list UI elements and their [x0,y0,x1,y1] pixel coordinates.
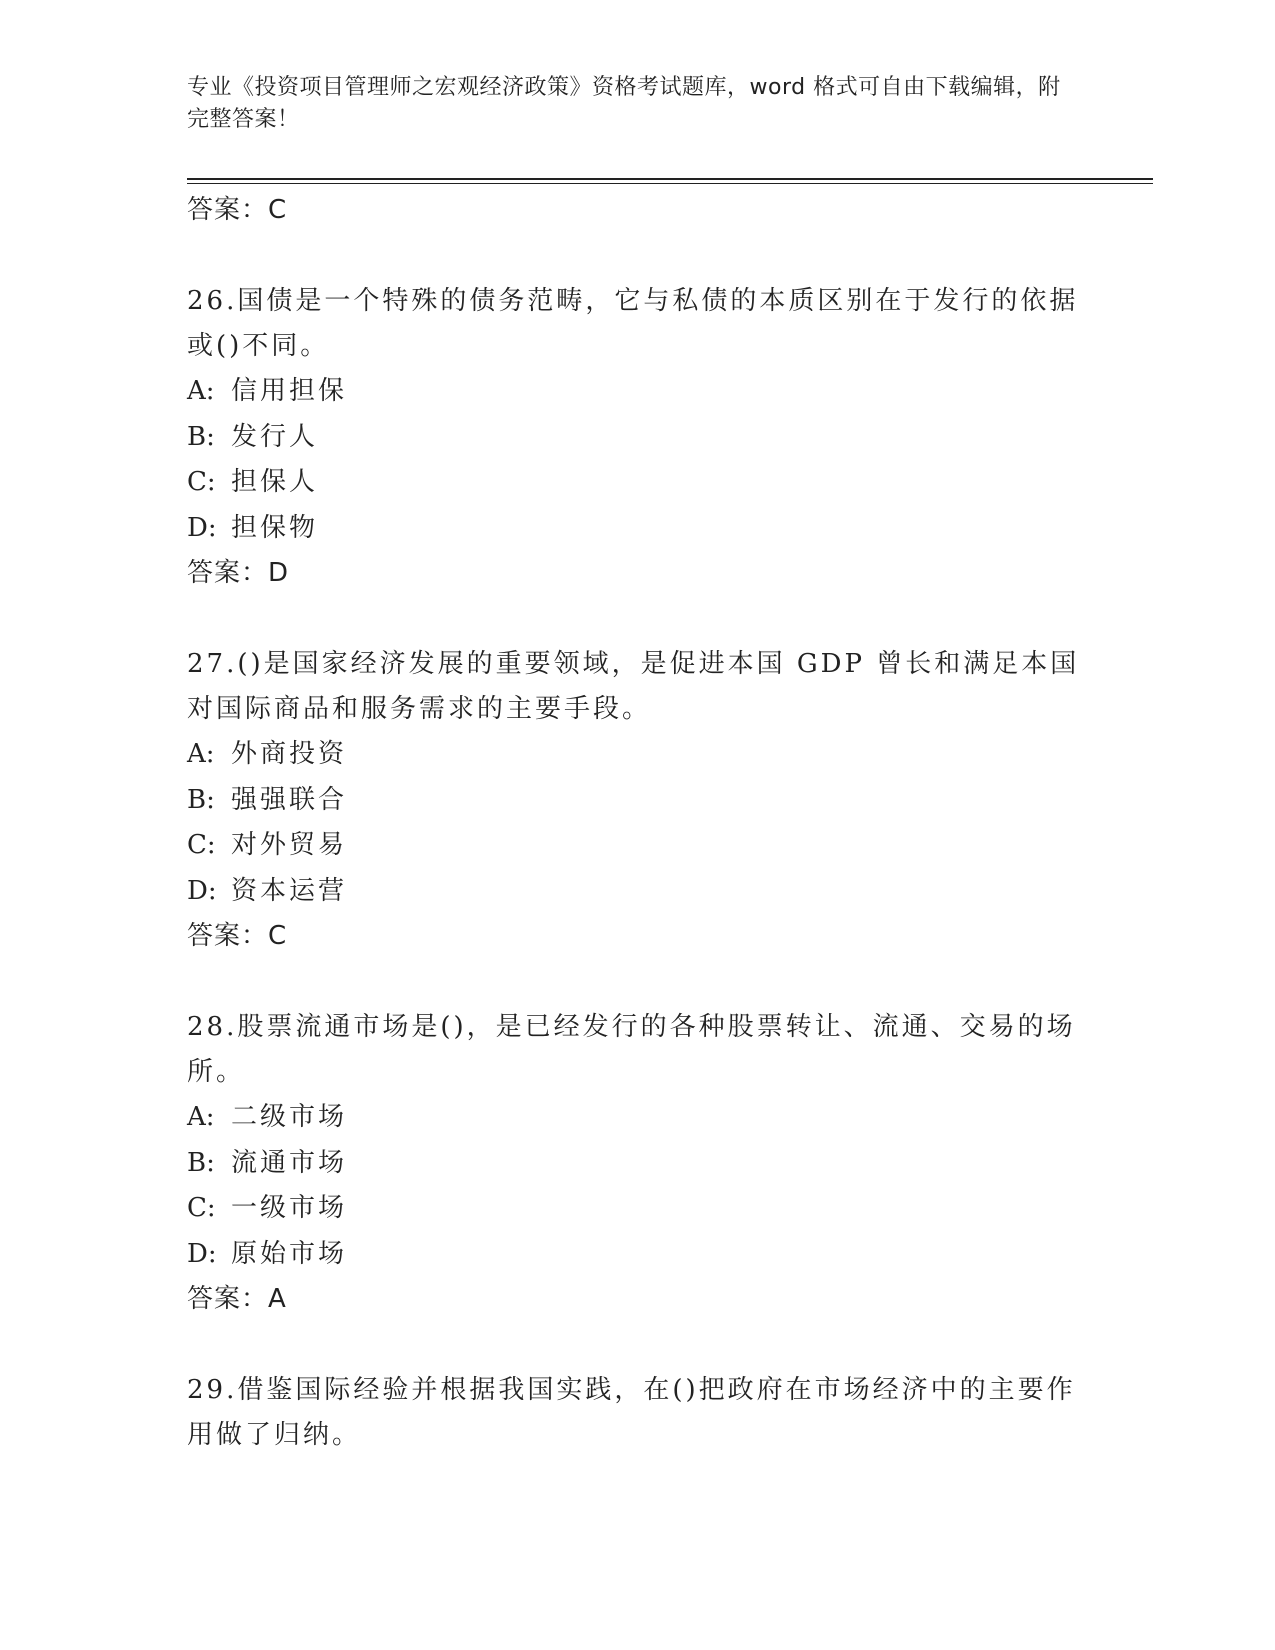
option-text: 发行人 [231,421,319,452]
question-stem: 26.国债是一个特殊的债务范畴，它与私债的本质区别在于发行的依据或()不同。 [187,286,1079,361]
option-key: B: [187,421,215,452]
option-text: 对外贸易 [231,830,348,860]
question-stem: 29.借鉴国际经验并根据我国实践，在()把政府在市场经济中的主要作用做了归纳。 [187,1375,1076,1450]
option-text: 流通市场 [231,1147,348,1178]
option-text: 担保人 [231,467,319,497]
question-block [187,1005,1087,1322]
answer-line: 答案：D [187,558,290,588]
option-text: 外商投资 [231,739,348,769]
option-key: D: [187,875,217,906]
answer-line: 答案：A [187,1284,287,1314]
option-text: 信用担保 [231,376,348,406]
option-key: A: [187,739,215,769]
answer-line: 答案：C [187,921,288,951]
page-header: 专业《投资项目管理师之宏观经济政策》资格考试题库，word 格式可自由下载编辑，附完整答案！ [187,75,1061,132]
option-b [187,778,1087,824]
option-key: C: [187,1193,216,1223]
option-b [187,415,1087,461]
option-key: B: [187,1147,215,1178]
option-key: D: [187,1238,217,1269]
option-a [187,1095,1087,1141]
option-a [187,732,1087,778]
option-key: C: [187,830,216,860]
question-block [187,1368,1087,1458]
option-c [187,823,1087,869]
question-list [187,188,1087,1458]
option-d [187,1232,1087,1278]
option-key: A: [187,376,215,406]
option-text: 强强联合 [231,784,348,815]
option-d [187,869,1087,915]
option-a [187,369,1087,415]
answer-line: 答案：C [187,195,288,225]
option-b [187,1141,1087,1187]
option-text: 二级市场 [231,1102,348,1132]
header-rule-thick [187,178,1153,180]
question-stem: 27.()是国家经济发展的重要领域，是促进本国 GDP 曾长和满足本国对国际商品和服务需求的主要手段。 [187,649,1080,724]
option-d [187,506,1087,552]
option-key: C: [187,467,216,497]
question-block [187,279,1087,596]
option-text: 担保物 [231,512,319,543]
question-block [187,642,1087,959]
option-c [187,460,1087,506]
option-text: 一级市场 [231,1193,348,1223]
option-c [187,1186,1087,1232]
option-text: 原始市场 [231,1238,348,1269]
question-stem: 28.股票流通市场是()，是已经发行的各种股票转让、流通、交易的场所。 [187,1012,1076,1087]
option-key: A: [187,1102,215,1132]
option-key: D: [187,512,217,543]
option-text: 资本运营 [231,875,348,906]
option-key: B: [187,784,215,815]
header-rule-thin [187,183,1153,184]
